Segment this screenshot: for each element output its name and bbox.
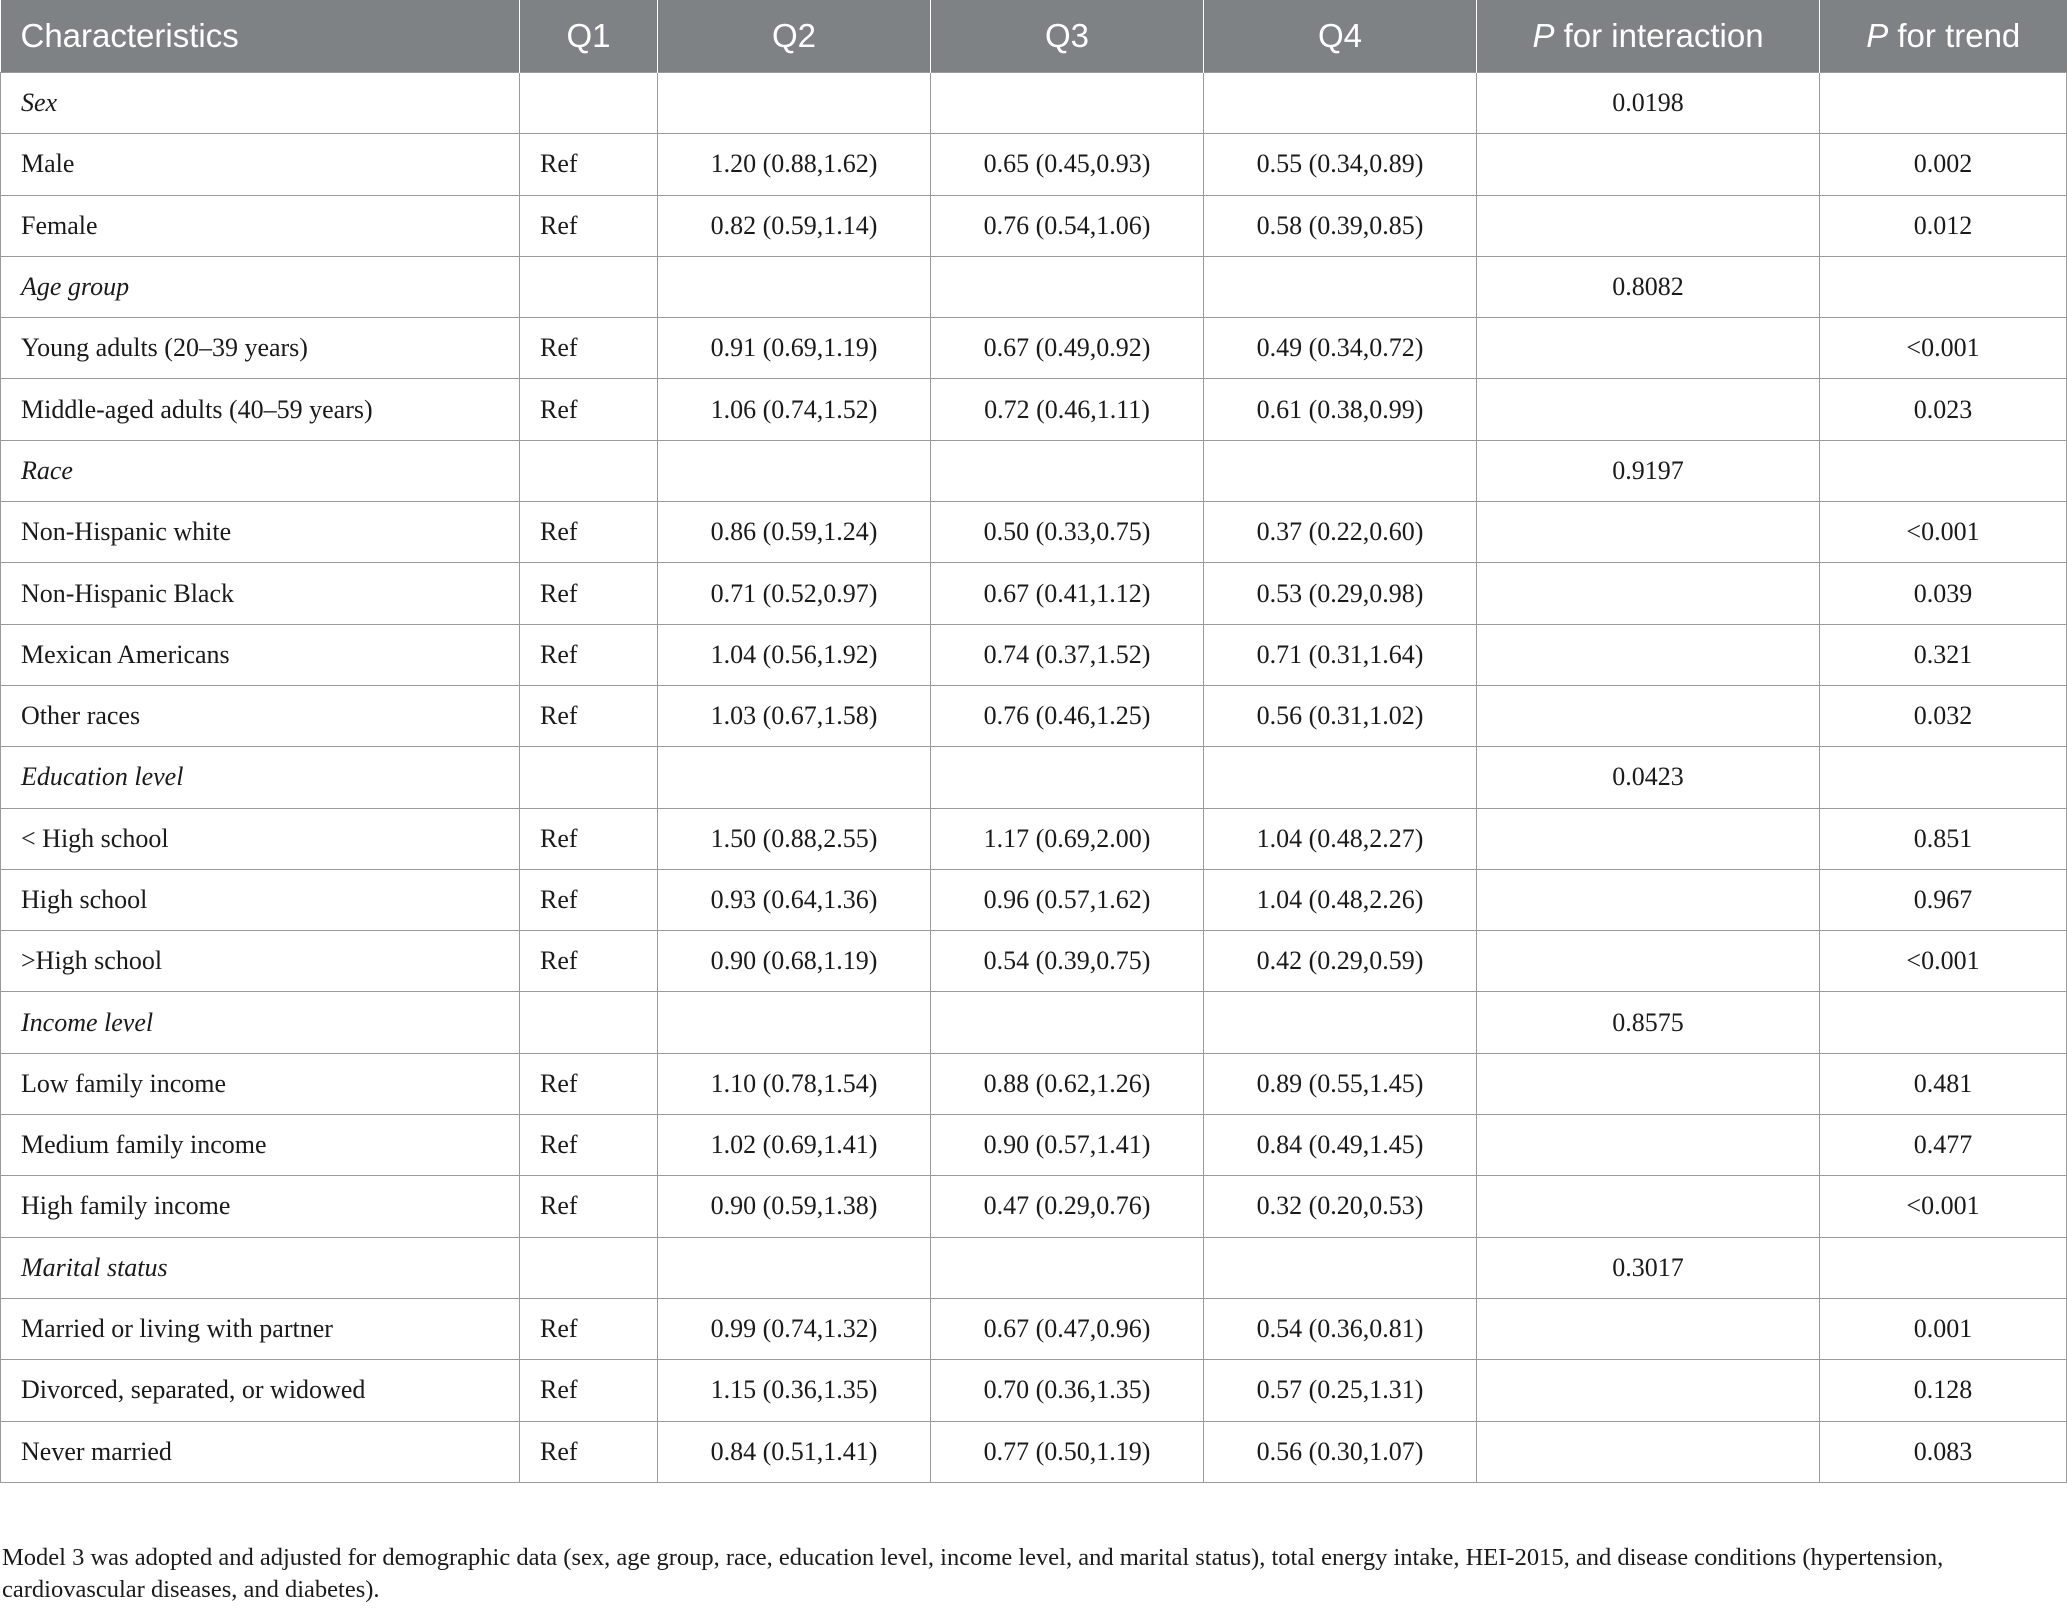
- cell-q2: 1.10 (0.78,1.54): [658, 1053, 931, 1114]
- cell-p-interaction: [1477, 563, 1820, 624]
- table-row: [1, 502, 2067, 563]
- cell-q2: 0.86 (0.59,1.24): [658, 502, 931, 563]
- cell-characteristic: Mexican Americans: [1, 624, 520, 685]
- header-p-trend-p: P: [1866, 17, 1889, 54]
- cell-q4: 0.49 (0.34,0.72): [1204, 318, 1477, 379]
- cell-p-interaction: 0.8082: [1477, 256, 1820, 317]
- cell-q2: 0.84 (0.51,1.41): [658, 1421, 931, 1482]
- cell-q1: Ref: [520, 318, 658, 379]
- cell-q4: 0.61 (0.38,0.99): [1204, 379, 1477, 440]
- table-row: [1, 1421, 2067, 1482]
- table-row: [1, 73, 2067, 134]
- cell-p-interaction: [1477, 134, 1820, 195]
- cell-q3: 0.90 (0.57,1.41): [931, 1115, 1204, 1176]
- cell-q4: 0.56 (0.30,1.07): [1204, 1421, 1477, 1482]
- cell-q4: 0.84 (0.49,1.45): [1204, 1115, 1477, 1176]
- cell-q3: 0.50 (0.33,0.75): [931, 502, 1204, 563]
- cell-q1: [520, 440, 658, 501]
- cell-q3: 0.77 (0.50,1.19): [931, 1421, 1204, 1482]
- cell-characteristic: Young adults (20–39 years): [1, 318, 520, 379]
- cell-q2: 0.91 (0.69,1.19): [658, 318, 931, 379]
- table-row: [1, 195, 2067, 256]
- cell-q4: 1.04 (0.48,2.26): [1204, 869, 1477, 930]
- cell-q3: 0.47 (0.29,0.76): [931, 1176, 1204, 1237]
- cell-characteristic: Married or living with partner: [1, 1298, 520, 1359]
- table-row: [1, 134, 2067, 195]
- cell-q4: [1204, 992, 1477, 1053]
- cell-characteristic: Female: [1, 195, 520, 256]
- table-row: [1, 869, 2067, 930]
- cell-characteristic: Income level: [1, 992, 520, 1053]
- table-row: [1, 931, 2067, 992]
- cell-p-interaction: [1477, 1115, 1820, 1176]
- cell-p-trend: 0.321: [1820, 624, 2067, 685]
- cell-q3: 0.88 (0.62,1.26): [931, 1053, 1204, 1114]
- cell-q4: 0.53 (0.29,0.98): [1204, 563, 1477, 624]
- cell-q3: [931, 256, 1204, 317]
- cell-q1: Ref: [520, 808, 658, 869]
- cell-characteristic: Education level: [1, 747, 520, 808]
- cell-p-trend: 0.083: [1820, 1421, 2067, 1482]
- cell-p-trend: 0.481: [1820, 1053, 2067, 1114]
- table-row: [1, 256, 2067, 317]
- cell-characteristic: < High school: [1, 808, 520, 869]
- cell-p-trend: 0.001: [1820, 1298, 2067, 1359]
- cell-q2: 0.71 (0.52,0.97): [658, 563, 931, 624]
- cell-p-interaction: [1477, 808, 1820, 869]
- cell-p-interaction: [1477, 1298, 1820, 1359]
- cell-q4: [1204, 1237, 1477, 1298]
- cell-p-trend: 0.012: [1820, 195, 2067, 256]
- cell-characteristic: Medium family income: [1, 1115, 520, 1176]
- cell-p-trend: <0.001: [1820, 1176, 2067, 1237]
- cell-q1: [520, 747, 658, 808]
- cell-q3: 1.17 (0.69,2.00): [931, 808, 1204, 869]
- cell-p-trend: <0.001: [1820, 931, 2067, 992]
- cell-q2: [658, 1237, 931, 1298]
- cell-q1: Ref: [520, 1421, 658, 1482]
- cell-p-interaction: [1477, 931, 1820, 992]
- cell-q1: Ref: [520, 134, 658, 195]
- cell-q1: Ref: [520, 685, 658, 746]
- cell-q1: Ref: [520, 1115, 658, 1176]
- table-row: [1, 318, 2067, 379]
- cell-q3: 0.67 (0.41,1.12): [931, 563, 1204, 624]
- cell-q3: 0.96 (0.57,1.62): [931, 869, 1204, 930]
- cell-q3: 0.76 (0.46,1.25): [931, 685, 1204, 746]
- table-row: [1, 1360, 2067, 1421]
- cell-p-interaction: 0.0198: [1477, 73, 1820, 134]
- cell-characteristic: Marital status: [1, 1237, 520, 1298]
- cell-p-interaction: [1477, 869, 1820, 930]
- cell-q3: [931, 1237, 1204, 1298]
- cell-q4: 0.89 (0.55,1.45): [1204, 1053, 1477, 1114]
- cell-p-trend: 0.967: [1820, 869, 2067, 930]
- cell-q2: 1.20 (0.88,1.62): [658, 134, 931, 195]
- header-q2: Q2: [658, 0, 931, 73]
- cell-characteristic: Middle-aged adults (40–59 years): [1, 379, 520, 440]
- cell-p-interaction: [1477, 195, 1820, 256]
- cell-p-trend: 0.128: [1820, 1360, 2067, 1421]
- header-p-trend-rest: for trend: [1888, 17, 2021, 54]
- cell-q2: 1.06 (0.74,1.52): [658, 379, 931, 440]
- cell-q2: 1.04 (0.56,1.92): [658, 624, 931, 685]
- header-q4: Q4: [1204, 0, 1477, 73]
- cell-p-trend: 0.851: [1820, 808, 2067, 869]
- cell-q4: [1204, 440, 1477, 501]
- cell-q2: 1.02 (0.69,1.41): [658, 1115, 931, 1176]
- cell-q3: [931, 747, 1204, 808]
- cell-q3: 0.74 (0.37,1.52): [931, 624, 1204, 685]
- cell-q3: 0.76 (0.54,1.06): [931, 195, 1204, 256]
- cell-q1: [520, 992, 658, 1053]
- cell-characteristic: Age group: [1, 256, 520, 317]
- table-footnote: Model 3 was adopted and adjusted for demographic data (sex, age group, race, education level, income level, and marital status), total energy intake, HEI-2015, and disease conditions (hypertension, cardiovascular diseases, and diabetes).: [2, 1544, 1944, 1603]
- cell-q4: 0.58 (0.39,0.85): [1204, 195, 1477, 256]
- cell-p-interaction: [1477, 502, 1820, 563]
- cell-p-interaction: [1477, 685, 1820, 746]
- header-p-interaction-p: P: [1532, 17, 1555, 54]
- cell-q2: [658, 73, 931, 134]
- cell-p-interaction: [1477, 379, 1820, 440]
- cell-p-trend: [1820, 73, 2067, 134]
- cell-q3: 0.54 (0.39,0.75): [931, 931, 1204, 992]
- cell-q1: Ref: [520, 1053, 658, 1114]
- cell-characteristic: Low family income: [1, 1053, 520, 1114]
- cell-q1: Ref: [520, 931, 658, 992]
- cell-p-interaction: [1477, 1053, 1820, 1114]
- cell-q4: [1204, 747, 1477, 808]
- cell-q4: 0.71 (0.31,1.64): [1204, 624, 1477, 685]
- table-row: [1, 992, 2067, 1053]
- cell-p-interaction: [1477, 1360, 1820, 1421]
- cell-p-interaction: 0.8575: [1477, 992, 1820, 1053]
- cell-q3: 0.70 (0.36,1.35): [931, 1360, 1204, 1421]
- cell-q1: Ref: [520, 869, 658, 930]
- cell-q4: 0.54 (0.36,0.81): [1204, 1298, 1477, 1359]
- cell-q4: 0.42 (0.29,0.59): [1204, 931, 1477, 992]
- table-row: [1, 685, 2067, 746]
- cell-q2: 1.03 (0.67,1.58): [658, 685, 931, 746]
- cell-characteristic: Never married: [1, 1421, 520, 1482]
- cell-p-interaction: [1477, 1176, 1820, 1237]
- table-row: [1, 1176, 2067, 1237]
- table-row: [1, 747, 2067, 808]
- cell-q1: Ref: [520, 1360, 658, 1421]
- cell-q2: 1.15 (0.36,1.35): [658, 1360, 931, 1421]
- cell-q2: 0.90 (0.59,1.38): [658, 1176, 931, 1237]
- cell-q3: [931, 73, 1204, 134]
- cell-q4: 0.37 (0.22,0.60): [1204, 502, 1477, 563]
- cell-characteristic: Race: [1, 440, 520, 501]
- cell-characteristic: Divorced, separated, or widowed: [1, 1360, 520, 1421]
- cell-q4: 0.32 (0.20,0.53): [1204, 1176, 1477, 1237]
- cell-p-interaction: 0.9197: [1477, 440, 1820, 501]
- table-row: [1, 1237, 2067, 1298]
- table-row: [1, 1115, 2067, 1176]
- table-body: [1, 73, 2067, 1483]
- cell-characteristic: High family income: [1, 1176, 520, 1237]
- cell-q2: [658, 747, 931, 808]
- cell-p-trend: [1820, 747, 2067, 808]
- cell-p-trend: [1820, 992, 2067, 1053]
- cell-characteristic: High school: [1, 869, 520, 930]
- cell-q1: Ref: [520, 1176, 658, 1237]
- cell-p-trend: 0.023: [1820, 379, 2067, 440]
- cell-p-trend: [1820, 440, 2067, 501]
- cell-q3: 0.67 (0.49,0.92): [931, 318, 1204, 379]
- header-p-interaction-rest: for interaction: [1554, 17, 1764, 54]
- header-q3: Q3: [931, 0, 1204, 73]
- cell-p-interaction: [1477, 1421, 1820, 1482]
- cell-q2: [658, 256, 931, 317]
- header-q1: Q1: [520, 0, 658, 73]
- cell-p-interaction: [1477, 624, 1820, 685]
- cell-q4: [1204, 73, 1477, 134]
- header-row: [1, 0, 2067, 73]
- table-row: [1, 624, 2067, 685]
- table-row: [1, 1298, 2067, 1359]
- cell-q2: 0.82 (0.59,1.14): [658, 195, 931, 256]
- cell-q1: [520, 73, 658, 134]
- cell-characteristic: Male: [1, 134, 520, 195]
- cell-characteristic: >High school: [1, 931, 520, 992]
- cell-q3: [931, 992, 1204, 1053]
- cell-q2: [658, 992, 931, 1053]
- cell-p-interaction: [1477, 318, 1820, 379]
- cell-q2: 1.50 (0.88,2.55): [658, 808, 931, 869]
- header-characteristics: Characteristics: [1, 0, 520, 73]
- cell-q3: [931, 440, 1204, 501]
- cell-q4: 0.56 (0.31,1.02): [1204, 685, 1477, 746]
- cell-q1: Ref: [520, 195, 658, 256]
- table-row: [1, 563, 2067, 624]
- cell-q3: 0.72 (0.46,1.11): [931, 379, 1204, 440]
- cell-p-trend: 0.039: [1820, 563, 2067, 624]
- cell-q1: Ref: [520, 379, 658, 440]
- cell-q2: 0.93 (0.64,1.36): [658, 869, 931, 930]
- table-row: [1, 808, 2067, 869]
- cell-p-trend: [1820, 1237, 2067, 1298]
- cell-p-trend: <0.001: [1820, 318, 2067, 379]
- cell-p-trend: 0.032: [1820, 685, 2067, 746]
- header-p-trend: [1820, 0, 2067, 73]
- cell-p-interaction: 0.3017: [1477, 1237, 1820, 1298]
- cell-p-trend: [1820, 256, 2067, 317]
- cell-p-interaction: 0.0423: [1477, 747, 1820, 808]
- cell-q4: 0.57 (0.25,1.31): [1204, 1360, 1477, 1421]
- cell-q3: 0.65 (0.45,0.93): [931, 134, 1204, 195]
- cell-q1: Ref: [520, 624, 658, 685]
- cell-q1: [520, 1237, 658, 1298]
- cell-q1: Ref: [520, 1298, 658, 1359]
- table-row: [1, 440, 2067, 501]
- table-row: [1, 1053, 2067, 1114]
- cell-q4: 1.04 (0.48,2.27): [1204, 808, 1477, 869]
- cell-q4: 0.55 (0.34,0.89): [1204, 134, 1477, 195]
- cell-q2: 0.99 (0.74,1.32): [658, 1298, 931, 1359]
- cell-q1: Ref: [520, 502, 658, 563]
- table-row: [1, 379, 2067, 440]
- cell-characteristic: Other races: [1, 685, 520, 746]
- header-p-interaction: [1477, 0, 1820, 73]
- cell-q1: Ref: [520, 563, 658, 624]
- cell-characteristic: Non-Hispanic white: [1, 502, 520, 563]
- cell-q4: [1204, 256, 1477, 317]
- cell-q1: [520, 256, 658, 317]
- cell-p-trend: 0.477: [1820, 1115, 2067, 1176]
- cell-characteristic: Non-Hispanic Black: [1, 563, 520, 624]
- cell-characteristic: Sex: [1, 73, 520, 134]
- cell-q3: 0.67 (0.47,0.96): [931, 1298, 1204, 1359]
- cell-q2: [658, 440, 931, 501]
- cell-p-trend: 0.002: [1820, 134, 2067, 195]
- cell-p-trend: <0.001: [1820, 502, 2067, 563]
- cell-q2: 0.90 (0.68,1.19): [658, 931, 931, 992]
